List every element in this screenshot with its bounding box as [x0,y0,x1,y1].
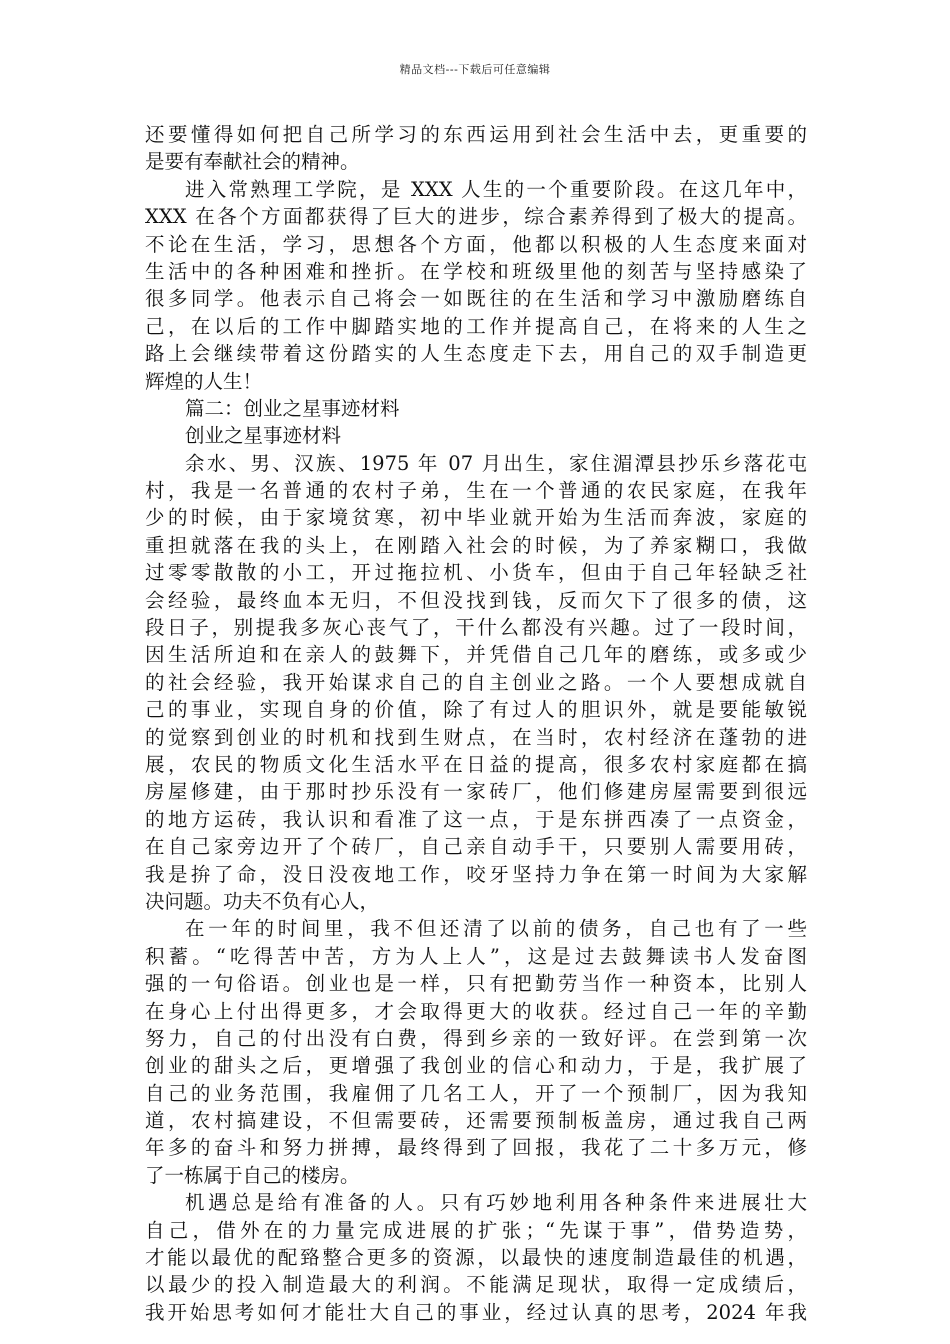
text-line: 重担就落在我的头上，在刚踏入社会的时候，为了养家糊口，我做 [145,533,807,557]
text-line: 余水、男、汉族、1975 年 07 月出生，家住湄潭县抄乐乡落花屯 [185,451,807,475]
text-line: 会经验，最终血本无归，不但没找到钱，反而欠下了很多的债，这 [145,588,807,612]
text-line: 是要有奉献社会的精神。 [145,150,360,174]
text-line: 机遇总是给有准备的人。只有巧妙地利用各种条件来进展壮大 [185,1191,807,1215]
text-line: 年多的奋斗和努力拼搏，最终得到了回报，我花了二十多万元，修 [145,1136,807,1160]
text-line: 己，在以后的工作中脚踏实地的工作并提高自己，在将来的人生之 [145,314,807,338]
text-line: 己的事业，实现自身的价值，除了有过人的胆识外，就是要能敏锐 [145,698,807,722]
text-line: 篇二：创业之星事迹材料 [185,396,400,420]
text-line: 的地方运砖，我认识和看准了这一点，于是东拼西凑了一点资金， [145,807,807,831]
text-line: 以最少的投入制造最大的利润。不能满足现状，取得一定成绩后， [145,1273,807,1297]
text-line: 决问题。功夫不负有心人， [145,889,380,913]
text-line: 努力，自己的付出没有白费，得到乡亲的一致好评。在尝到第一次 [145,1026,807,1050]
text-line: 创业的甜头之后，更增强了我创业的信心和动力，于是，我扩展了 [145,1054,807,1078]
text-line: 因生活所迫和在亲人的鼓舞下，并凭借自己几年的磨练，或多或少 [145,643,807,667]
text-line: 生活中的各种困难和挫折。在学校和班级里他的刻苦与坚持感染了 [145,259,807,283]
text-line: 进入常熟理工学院，是 XXX 人生的一个重要阶段。在这几年中， [185,177,807,201]
text-line: 强的一句俗语。创业也是一样，只有把勤劳当作一种资本，比别人 [145,972,807,996]
page-header: 精品文档---下载后可任意编辑 [399,63,551,76]
text-line: 房屋修建，由于那时抄乐没有一家砖厂，他们修建房屋需要到很远 [145,780,807,804]
text-line: 不论在生活，学习，思想各个方面，他都以积极的人生态度来面对 [145,232,807,256]
text-line: 村，我是一名普通的农村子弟，生在一个普通的农民家庭，在我年 [145,479,807,503]
text-line: 过零零散散的小工，开过拖拉机、小货车，但由于自己年轻缺乏社 [145,561,807,585]
text-line: 还要懂得如何把自己所学习的东西运用到社会生活中去，更重要的 [145,123,807,146]
text-line: 才能以最优的配臵整合更多的资源，以最快的速度制造最佳的机遇， [145,1246,807,1270]
text-line: 段日子，别提我多灰心丧气了，干什么都没有兴趣。过了一段时间， [145,616,807,640]
text-line: 自己，借外在的力量完成进展的扩张；“先谋于事”，借势造势， [145,1218,807,1242]
text-line: 我是拚了命，没日没夜地工作，咬牙坚持力争在第一时间为大家解 [145,862,807,886]
text-line: 自己的业务范围，我雇佣了几名工人，开了一个预制厂，因为我知 [145,1081,807,1105]
text-line: 在自己家旁边开了个砖厂，自己亲自动手干，只要别人需要用砖， [145,835,807,859]
text-line: 我开始思考如何才能壮大自己的事业，经过认真的思考，2024 年我 [145,1300,807,1324]
text-line: 道，农村搞建设，不但需要砖，还需要预制板盖房，通过我自己两 [145,1109,807,1133]
text-line: 创业之星事迹材料 [185,424,342,448]
text-line: 路上会继续带着这份踏实的人生态度走下去，用自己的双手制造更 [145,342,807,366]
text-line: 辉煌的人生！ [145,369,263,393]
text-line: 的觉察到创业的时机和找到生财点，在当时，农村经济在蓬勃的进 [145,725,807,749]
text-line: XXX 在各个方面都获得了巨大的进步，综合素养得到了极大的提高。 [145,205,807,229]
text-line: 在一年的时间里，我不但还清了以前的债务，自己也有了一些 [185,917,807,941]
text-line: 积蓄。“吃得苦中苦，方为人上人”，这是过去鼓舞读书人发奋图 [145,944,807,968]
text-line: 很多同学。他表示自己将会一如既往的在生活和学习中激励磨练自 [145,287,807,311]
text-line: 了一栋属于自己的楼房。 [145,1163,360,1187]
text-line: 的社会经验，我开始谋求自己的自主创业之路。一个人要想成就自 [145,670,807,694]
text-line: 少的时候，由于家境贫寒，初中毕业就开始为生活而奔波，家庭的 [145,506,807,530]
document-body [145,121,807,1326]
text-line: 展，农民的物质文化生活水平在日益的提高，很多农村家庭都在搞 [145,752,807,776]
text-line: 在身心上付出得更多，才会取得更大的收获。经过自己一年的辛勤 [145,999,807,1023]
